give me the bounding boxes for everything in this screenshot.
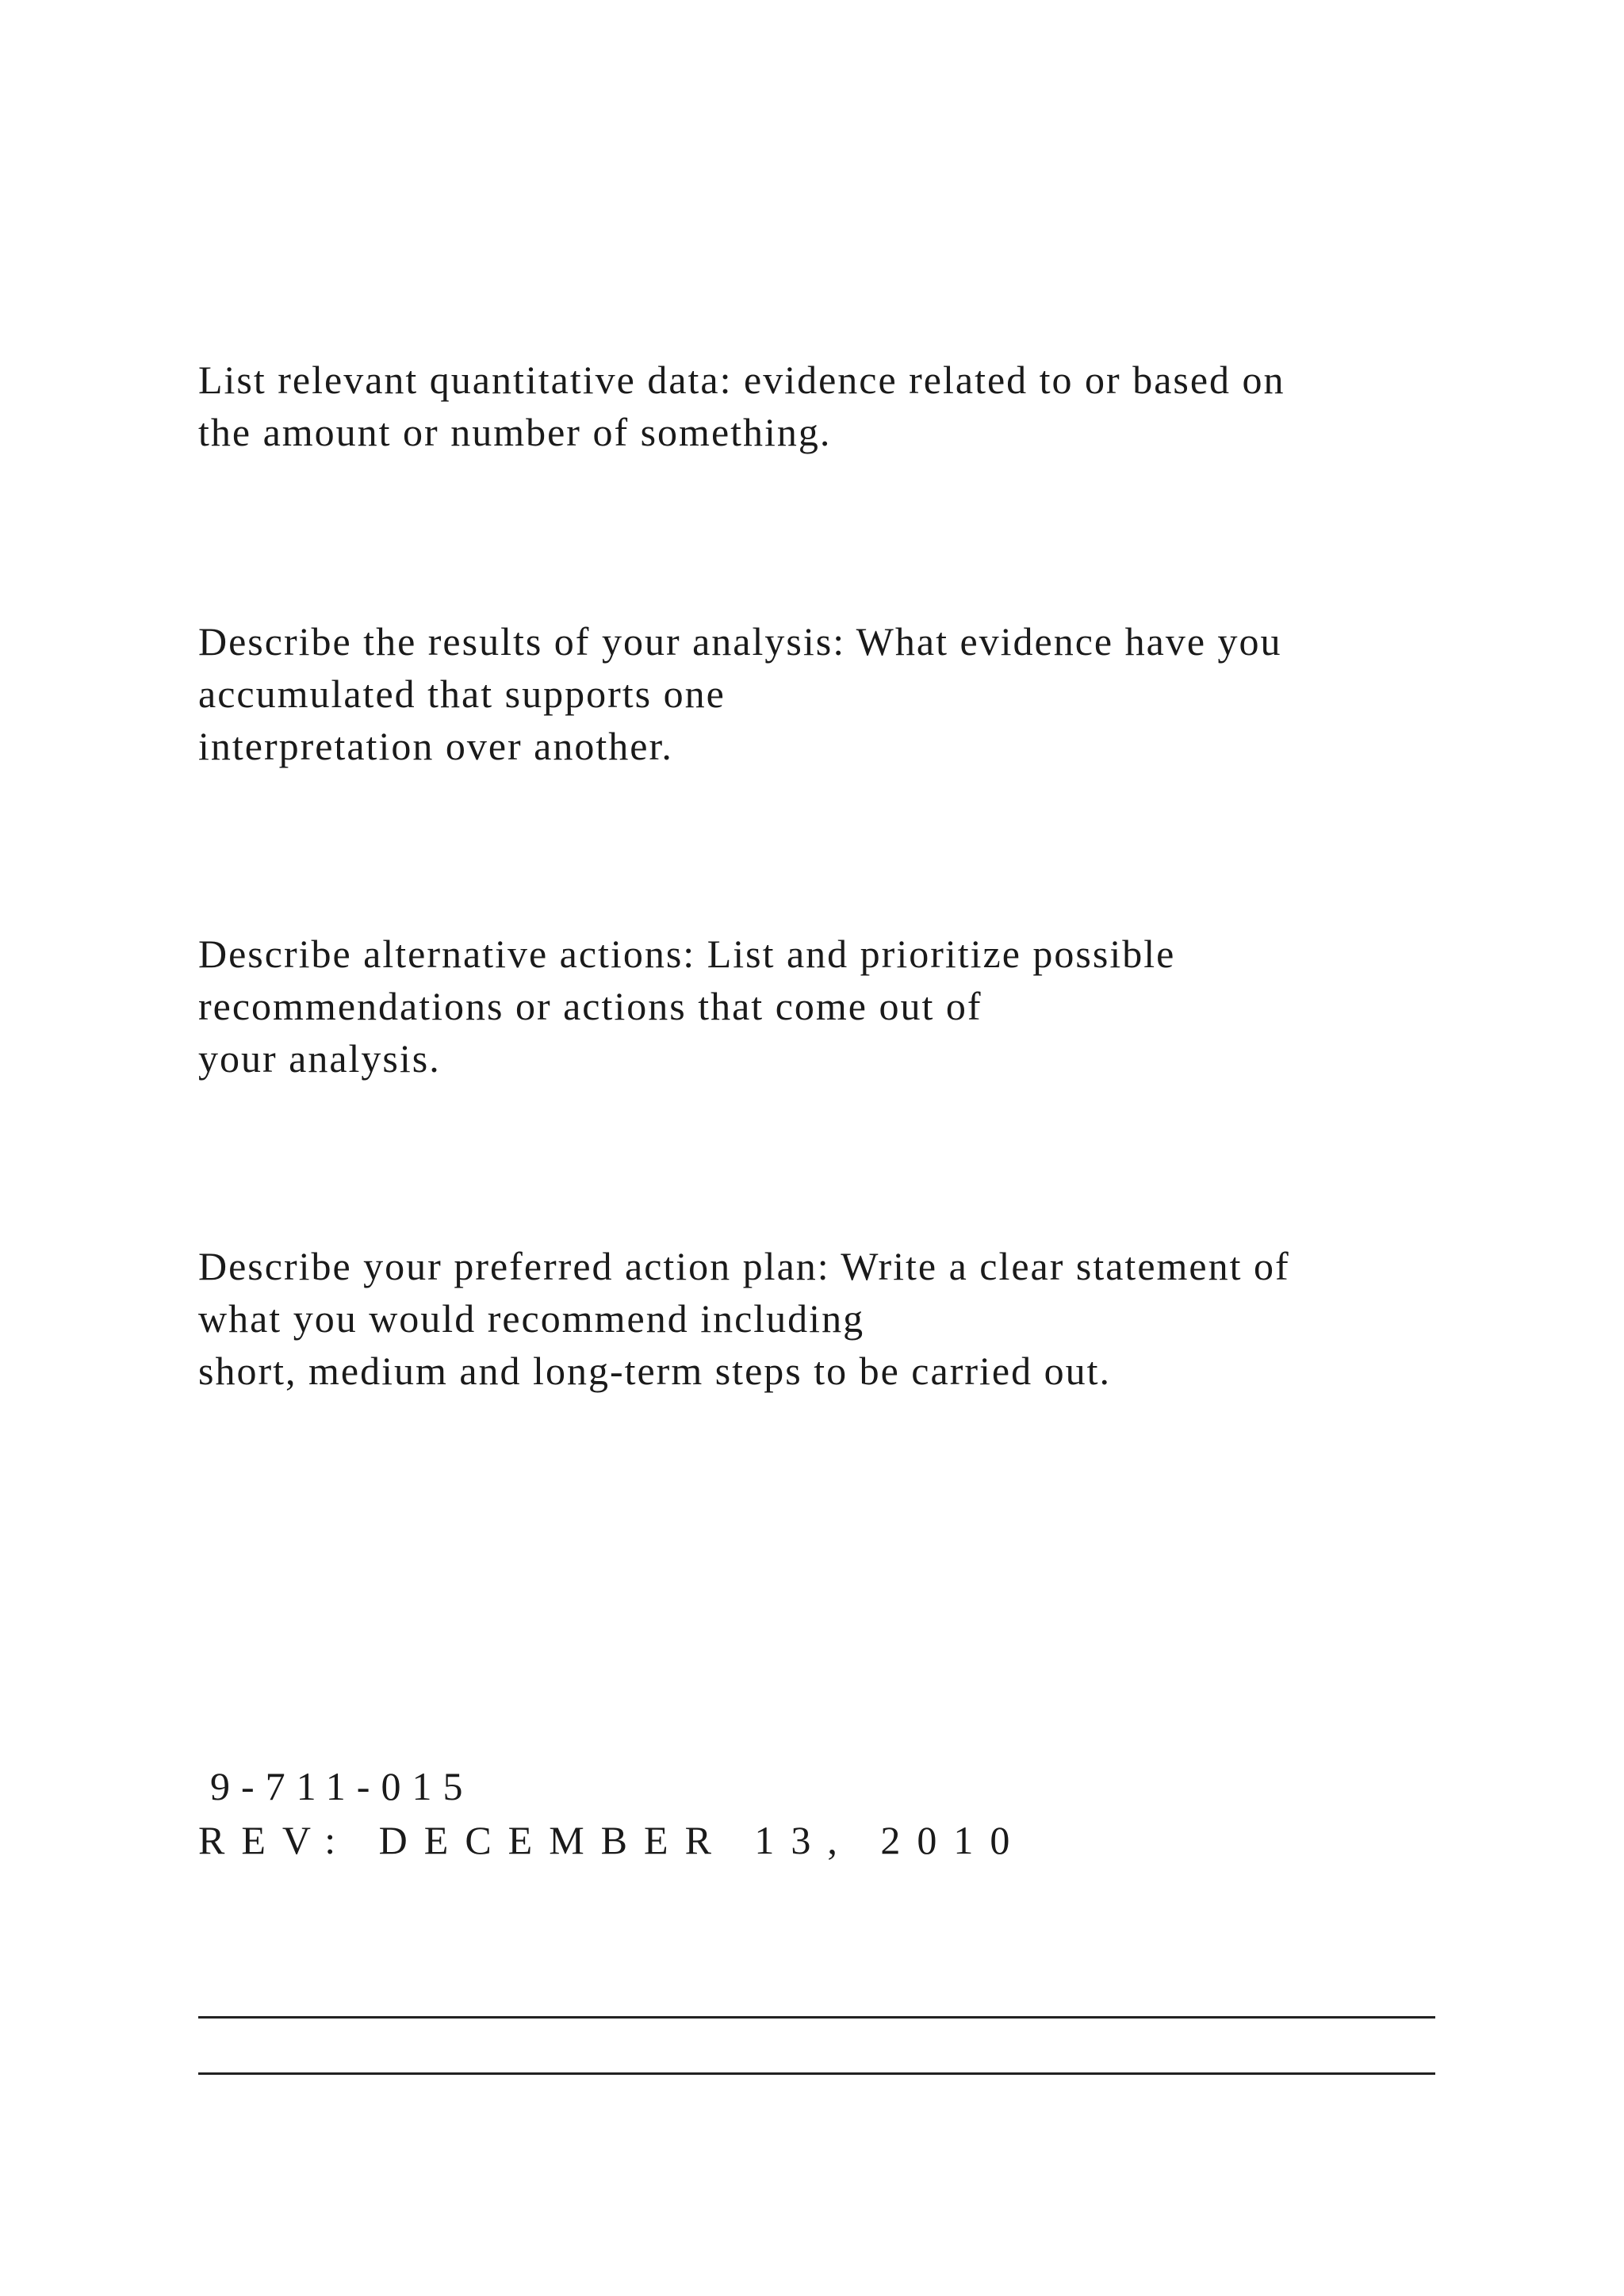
prompt-line: recommendations or actions that come out of (198, 984, 982, 1028)
prompt-quantitative-data (198, 354, 1507, 458)
prompt-line: Describe the results of your analysis: What evidence have you (198, 619, 1282, 664)
prompt-line: interpretation over another. (198, 724, 673, 768)
prompt-line: List relevant quantitative data: evidence related to or based on (198, 358, 1285, 402)
prompt-line: what you would recommend including (198, 1296, 865, 1341)
divider-line (198, 2072, 1435, 2075)
case-number: 9-711-015 (210, 1764, 474, 1808)
divider-line (198, 2016, 1435, 2019)
revision-date: REV: DECEMBER 13, 2010 (198, 1818, 1027, 1862)
prompt-line: the amount or number of something. (198, 410, 832, 454)
prompt-line: Describe alternative actions: List and prioritize possible (198, 932, 1176, 976)
prompt-line: short, medium and long-term steps to be carried out. (198, 1349, 1111, 1393)
prompt-line: Describe your preferred action plan: Write a clear statement of (198, 1244, 1290, 1288)
prompt-preferred-action-plan (198, 1240, 1507, 1397)
prompt-analysis-results (198, 615, 1507, 772)
prompt-alternative-actions (198, 928, 1507, 1085)
prompt-line: your analysis. (198, 1036, 441, 1081)
prompt-line: accumulated that supports one (198, 672, 726, 716)
